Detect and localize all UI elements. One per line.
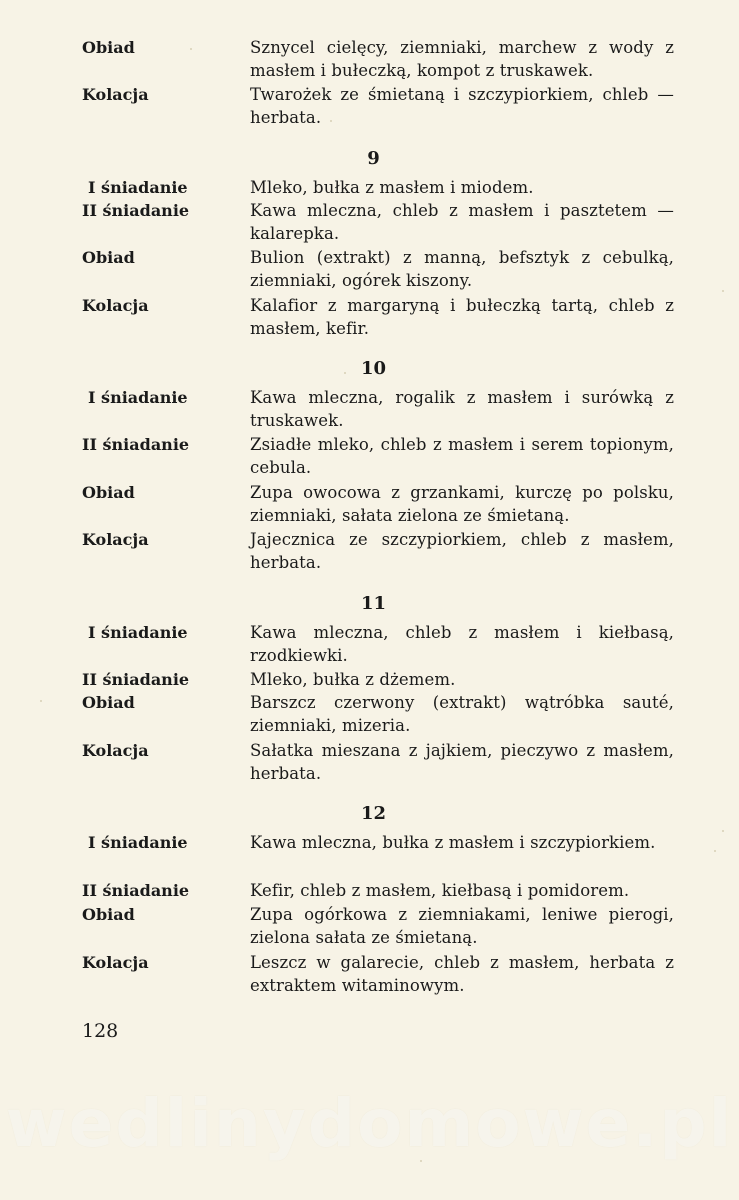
day-heading: 9: [367, 148, 380, 169]
meal-label: I śniadanie: [88, 623, 188, 642]
meal-label: Kolacja: [82, 296, 149, 315]
meal-description: Mleko, bułka z masłem i miodem.: [250, 178, 534, 197]
paper-speck: [722, 830, 724, 832]
meal-label: Kolacja: [82, 741, 149, 760]
meal-label: Obiad: [82, 483, 135, 502]
day-heading: 12: [360, 803, 387, 824]
meal-description: Zsiadłe mleko, chleb z masłem i serem topionym, cebula.: [250, 435, 674, 477]
meal-description: Kalafior z margaryną i bułeczką tartą, chleb z masłem, kefir.: [250, 296, 674, 338]
meal-description: Zupa owocowa z grzankami, kurczę po polsku, ziemniaki, sałata zielona ze śmietaną.: [250, 483, 674, 525]
meal-description: Mleko, bułka z dżemem.: [250, 670, 456, 689]
meal-label: Obiad: [82, 38, 135, 57]
meal-description: Barszcz czerwony (extrakt) wątróbka sauté, ziemniaki, mizeria.: [250, 693, 674, 735]
meal-label: I śniadanie: [88, 388, 188, 407]
meal-description: Kawa mleczna, bułka z masłem i szczypiorkiem.: [250, 833, 656, 852]
day-heading: 11: [360, 593, 387, 614]
meal-description: Sałatka mieszana z jajkiem, pieczywo z masłem, herbata.: [250, 741, 674, 783]
meal-label: II śniadanie: [82, 670, 190, 689]
paper-speck: [722, 290, 724, 292]
meal-description: Leszcz w galarecie, chleb z masłem, herbata z extraktem witaminowym.: [250, 953, 674, 995]
meal-label: Kolacja: [82, 85, 149, 104]
paper-speck: [714, 850, 716, 852]
paper-speck: [190, 48, 192, 50]
meal-description: Jajecznica ze szczypiorkiem, chleb z masłem, herbata.: [250, 530, 674, 572]
meal-label: II śniadanie: [82, 435, 190, 454]
meal-description: Kawa mleczna, chleb z masłem i kiełbasą, rzodkiewki.: [250, 623, 674, 665]
day-heading: 10: [360, 358, 387, 379]
meal-description: Kefir, chleb z masłem, kiełbasą i pomidorem.: [250, 881, 630, 900]
page-number: 128: [82, 1020, 119, 1042]
meal-description: Bulion (extrakt) z manną, befsztyk z cebulką, ziemniaki, ogórek kiszony.: [250, 248, 674, 290]
meal-description: Kawa mleczna, chleb z masłem i pasztetem — kalarepka.: [250, 201, 674, 243]
paper-speck: [40, 700, 42, 702]
meal-label: Obiad: [82, 905, 135, 924]
meal-description: Zupa ogórkowa z ziemniakami, leniwe pierogi, zielona sałata ze śmietaną.: [250, 905, 674, 947]
meal-description: Kawa mleczna, rogalik z masłem i surówką z truskawek.: [250, 388, 674, 430]
meal-label: II śniadanie: [82, 201, 190, 220]
meal-description: Sznycel cielęcy, ziemniaki, marchew z wody z masłem i bułeczką, kompot z truskawek.: [250, 38, 674, 80]
meal-label: Kolacja: [82, 953, 149, 972]
meal-label: I śniadanie: [88, 833, 188, 852]
meal-label: II śniadanie: [82, 881, 190, 900]
meal-label: Obiad: [82, 248, 135, 267]
meal-label: I śniadanie: [88, 178, 188, 197]
meal-label: Kolacja: [82, 530, 149, 549]
site-watermark: wedlinydomowe.pl: [5, 1085, 734, 1162]
meal-label: Obiad: [82, 693, 135, 712]
meal-description: Twarożek ze śmietaną i szczypiorkiem, chleb — herbata.: [250, 85, 674, 127]
